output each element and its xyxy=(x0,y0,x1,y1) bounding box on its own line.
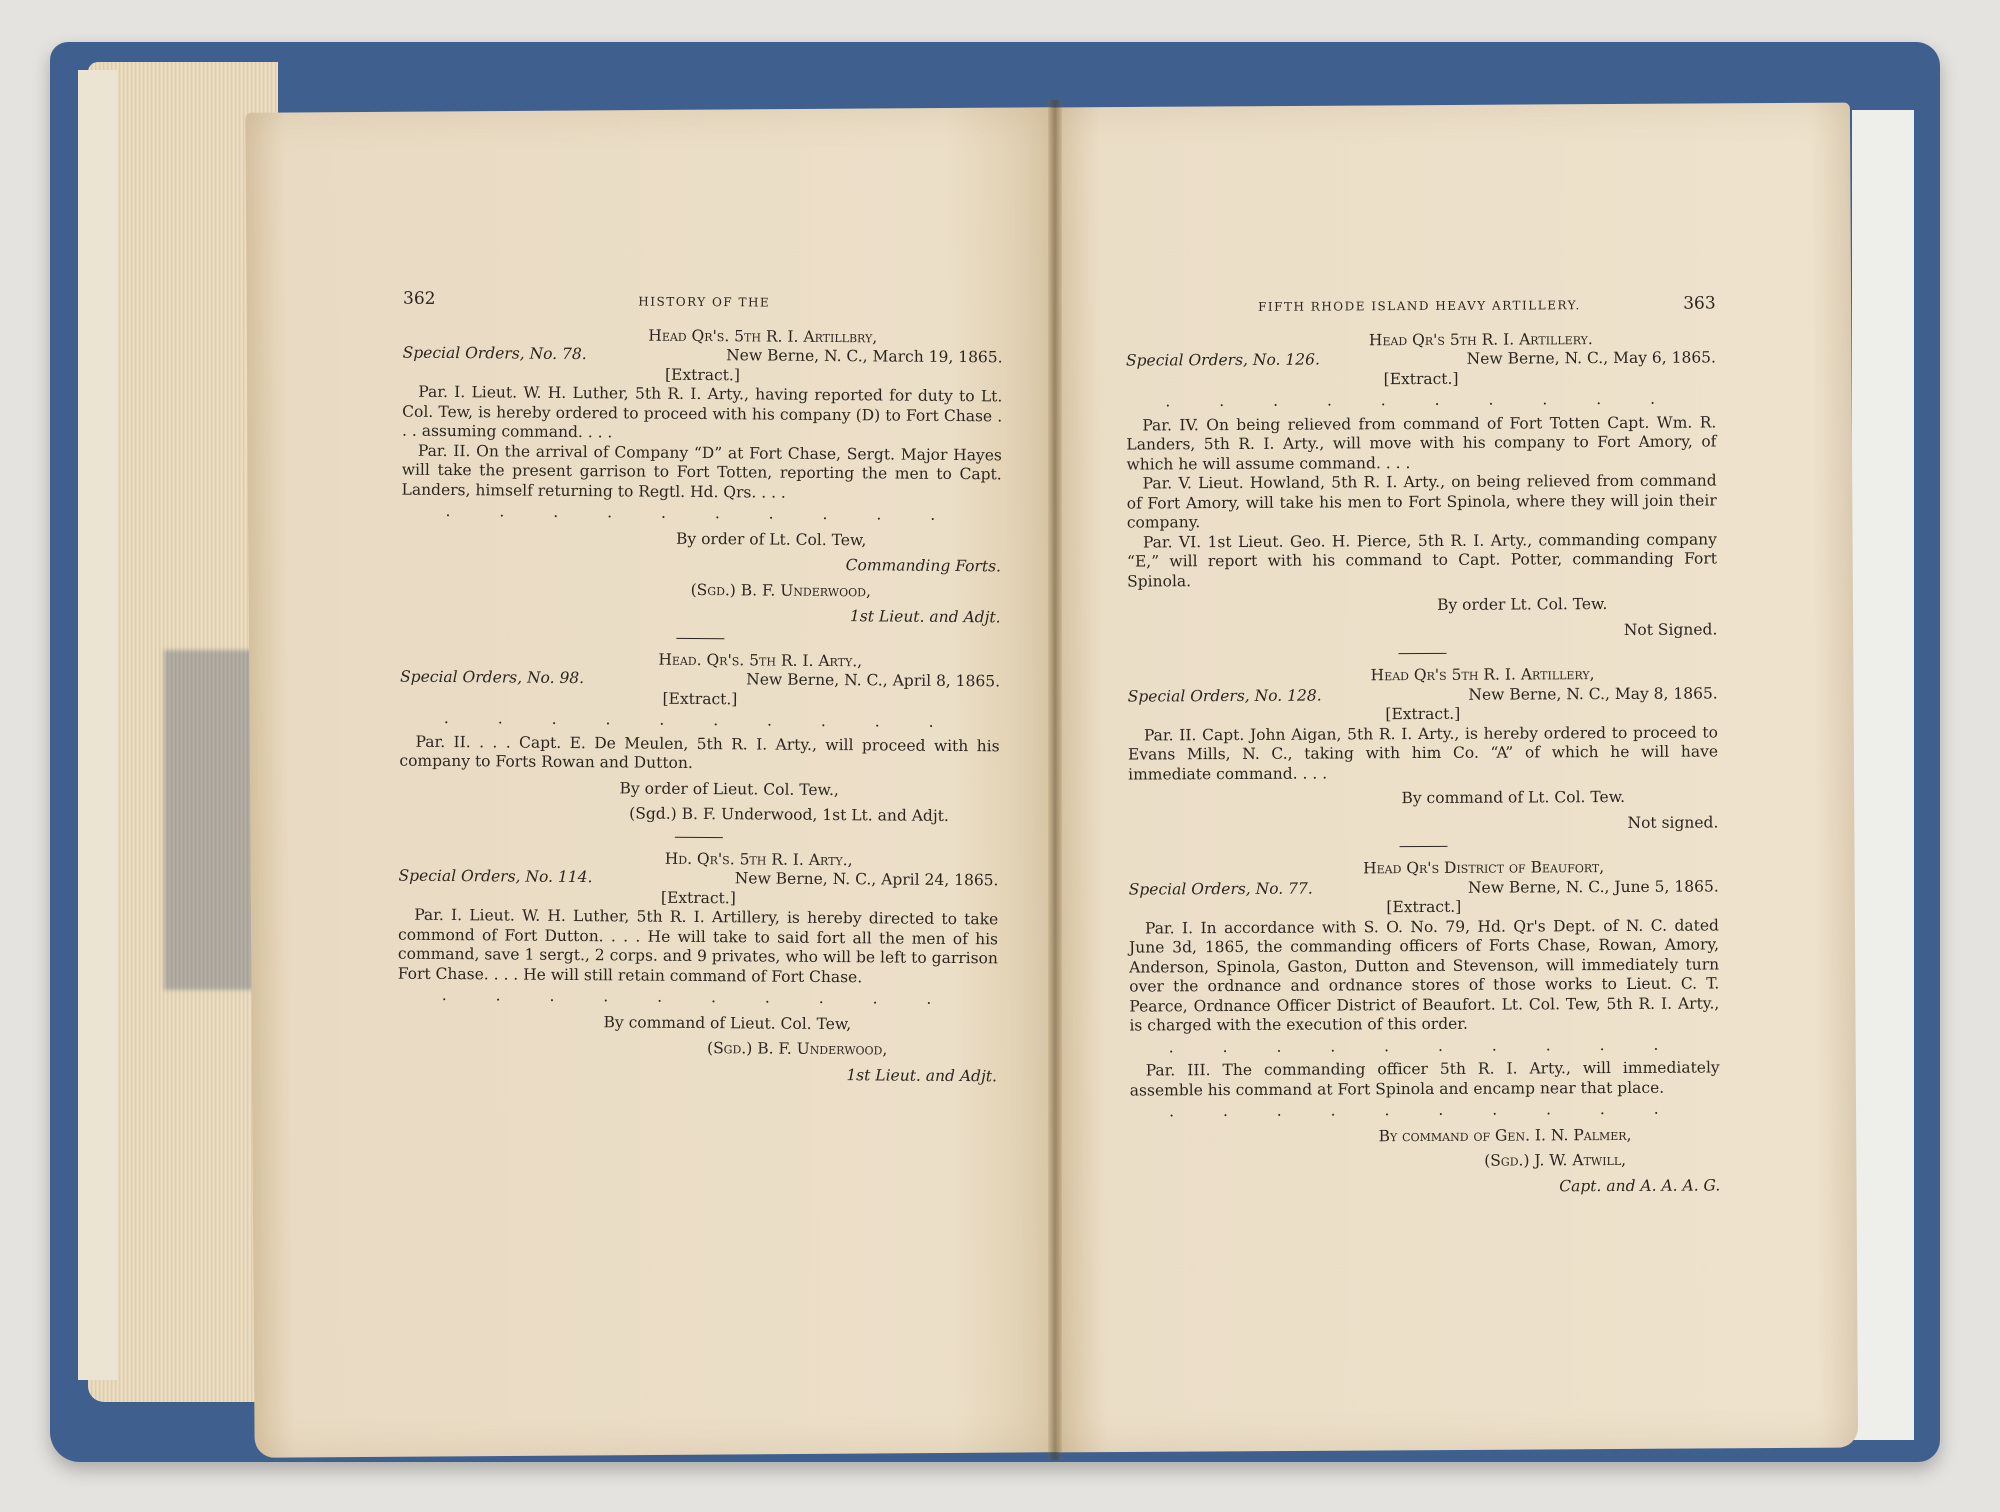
order-paragraph: Par. II. Capt. John Aigan, 5th R. I. Arty., is hereby ordered to proceed to Evans Mills, N. C., taking with him Co. “A” of which he will have immediate command. . . . xyxy=(1127,722,1719,784)
running-head-title: FIFTH RHODE ISLAND HEAVY ARTILLERY. xyxy=(1258,298,1581,314)
order-place-date: New Berne, N. C., March 19, 1865. xyxy=(726,346,1003,367)
signature-title: 1st Lieut. and Adjt. xyxy=(849,607,1001,627)
ellipsis-dots: . . . . . . . . . . xyxy=(1168,1035,1681,1056)
by-order-line: By command of Lieut. Col. Tew, xyxy=(603,1012,852,1033)
order-paragraph: Par. III. The commanding officer 5th R. I. Arty., will immediately assemble his command at Fort Spinola and encamp near that place. xyxy=(1129,1058,1720,1100)
by-order-line: By command of Gen. I. N. Palmer, xyxy=(1378,1125,1632,1145)
signature-line: Not signed. xyxy=(1627,812,1719,832)
order-header: Head Qr's District of Beaufort, xyxy=(1363,858,1605,878)
special-orders-label: Special Orders, No. 126. xyxy=(1125,350,1320,370)
order-place-date: New Berne, N. C., May 8, 1865. xyxy=(1468,683,1718,704)
order-header: Hd. Qr's. 5th R. I. Arty., xyxy=(664,849,853,869)
by-order-line: By order of Lt. Col. Tew, xyxy=(675,529,867,549)
order-place-date: New Berne, N. C., May 6, 1865. xyxy=(1466,348,1716,368)
order-block xyxy=(397,847,999,1086)
ellipsis-dots: . . . . . . . . . . xyxy=(443,708,956,732)
extract-label: [Extract.] xyxy=(664,365,740,384)
order-paragraph: Par. I. Lieut. W. H. Luther, 5th R. I. Artillery, is hereby directed to take commond of Fort Dutton. . . . He will take to said fort all the men of his command, save 1 sergt., 2 corps. and 9 privates, who will be left to garrison Fort Chase. . . . He will still retain command of Fort Chase. xyxy=(397,905,999,986)
ellipsis-dots: . . . . . . . . . . xyxy=(1169,1099,1681,1121)
order-block xyxy=(401,324,1003,628)
order-paragraph: Par. VI. 1st Lieut. Geo. H. Pierce, 5th R. I. Arty., commanding company “E,” will report with his command to Capt. Potter, commanding Fort Spinola. xyxy=(1126,529,1718,591)
ellipsis-dots: . . . . . . . . . . xyxy=(1165,389,1678,411)
right-page-text xyxy=(1126,294,1721,1204)
running-head-title: HISTORY OF THE xyxy=(638,294,771,310)
book-gutter xyxy=(1048,100,1062,1460)
special-orders-label: Special Orders, No. 114. xyxy=(398,866,593,887)
order-block xyxy=(1129,857,1721,1198)
left-endpaper xyxy=(78,70,118,1380)
order-paragraph: Par. II. . . . Capt. E. De Meulen, 5th R. I. Arty., will proceed with his company to Forts Rowan and Dutton. xyxy=(399,732,1000,772)
order-header: Head. Qr's. 5th R. I. Arty., xyxy=(658,650,863,670)
order-place-date: New Berne, N. C., April 8, 1865. xyxy=(746,670,1001,691)
extract-label: [Extract.] xyxy=(662,689,738,708)
order-block xyxy=(399,648,1000,827)
special-orders-label: Special Orders, No. 77. xyxy=(1128,879,1313,899)
order-place-date: New Berne, N. C., June 5, 1865. xyxy=(1467,876,1719,897)
section-rule xyxy=(675,836,723,837)
extract-label: [Extract.] xyxy=(1386,897,1462,917)
signature-line: (Sgd.) B. F. Underwood, xyxy=(706,1039,888,1059)
page-number: 362 xyxy=(402,288,436,309)
signature-title: 1st Lieut. and Adjt. xyxy=(846,1065,998,1085)
order-block xyxy=(1126,329,1718,643)
special-orders-label: Special Orders, No. 98. xyxy=(400,667,585,688)
extract-label: [Extract.] xyxy=(1385,704,1461,724)
order-place-date: New Berne, N. C., April 24, 1865. xyxy=(734,869,999,890)
order-paragraph: Par. IV. On being relieved from command of Fort Totten Capt. Wm. R. Landers, 5th R. I. Arty., will move with his company to Fort Amory, of which he will assume command. . . . xyxy=(1126,412,1717,474)
by-order-line: By order Lt. Col. Tew. xyxy=(1437,595,1608,614)
page-number: 363 xyxy=(1683,293,1716,314)
ellipsis-dots: . . . . . . . . . . xyxy=(445,501,958,525)
by-order-line: By order of Lieut. Col. Tew., xyxy=(619,778,839,799)
section-rule xyxy=(676,637,724,638)
order-block xyxy=(1128,664,1719,835)
signature-line: (Sgd.) J. W. Atwill, xyxy=(1484,1150,1627,1170)
order-header: Head Qr's. 5th R. I. Artillbry, xyxy=(648,326,878,346)
by-order-title: Commanding Forts. xyxy=(845,556,1002,576)
left-running-head xyxy=(403,290,1003,315)
right-endpaper xyxy=(1852,110,1914,1440)
extract-label: [Extract.] xyxy=(660,888,736,907)
order-paragraph: Par. I. In accordance with S. O. No. 79, Hd. Qr's Dept. of N. C. dated June 3d, 1865, the commanding officers of Forts Chase, Rowan, Amory, Anderson, Spinola, Gaston, Dutton and Stevenson, will immediately turn over the ordnance and ordnance stores of those works to Lieut. C. T. Pearce, Ordnance Officer District of Beaufort. Lt. Col. Tew, 5th R. I. Arty., is charged with the execution of this order. xyxy=(1128,915,1720,1035)
special-orders-label: Special Orders, No. 128. xyxy=(1127,686,1322,706)
signature-title: Capt. and A. A. A. G. xyxy=(1559,1175,1721,1195)
left-page-text xyxy=(397,290,1003,1093)
signature-line: Not Signed. xyxy=(1623,619,1718,639)
section-rule xyxy=(1400,846,1448,847)
ellipsis-dots: . . . . . . . . . . xyxy=(441,985,954,1008)
order-paragraph: Par. I. Lieut. W. H. Luther, 5th R. I. Arty., having reported for duty to Lt. Col. Tew, is hereby ordered to proceed with his company (D) to Fort Chase . . . assuming command. . . . xyxy=(401,382,1003,442)
section-rule xyxy=(1398,653,1446,654)
extract-label: [Extract.] xyxy=(1383,369,1459,388)
signature-line: (Sgd.) B. F. Underwood, 1st Lt. and Adjt. xyxy=(629,804,949,825)
order-header: Head Qr's 5th R. I. Artillery, xyxy=(1370,665,1595,685)
order-paragraph: Par. II. On the arrival of Company “D” at Fort Chase, Sergt. Major Hayes will take the present garrison to Fort Totten, reporting the men to Capt. Landers, himself returning to Regtl. Hd. Qrs. . . . xyxy=(401,441,1002,502)
library-stamp xyxy=(164,650,254,990)
right-running-head xyxy=(1126,294,1716,318)
signature-line: (Sgd.) B. F. Underwood, xyxy=(690,580,872,600)
order-paragraph: Par. V. Lieut. Howland, 5th R. I. Arty., on being relieved from command of Fort Amory, will take his men to Fort Spinola, where they will join their company. xyxy=(1126,471,1717,532)
special-orders-label: Special Orders, No. 78. xyxy=(402,343,587,364)
order-header: Head Qr's 5th R. I. Artillery. xyxy=(1368,329,1593,349)
by-order-line: By command of Lt. Col. Tew. xyxy=(1401,787,1626,808)
